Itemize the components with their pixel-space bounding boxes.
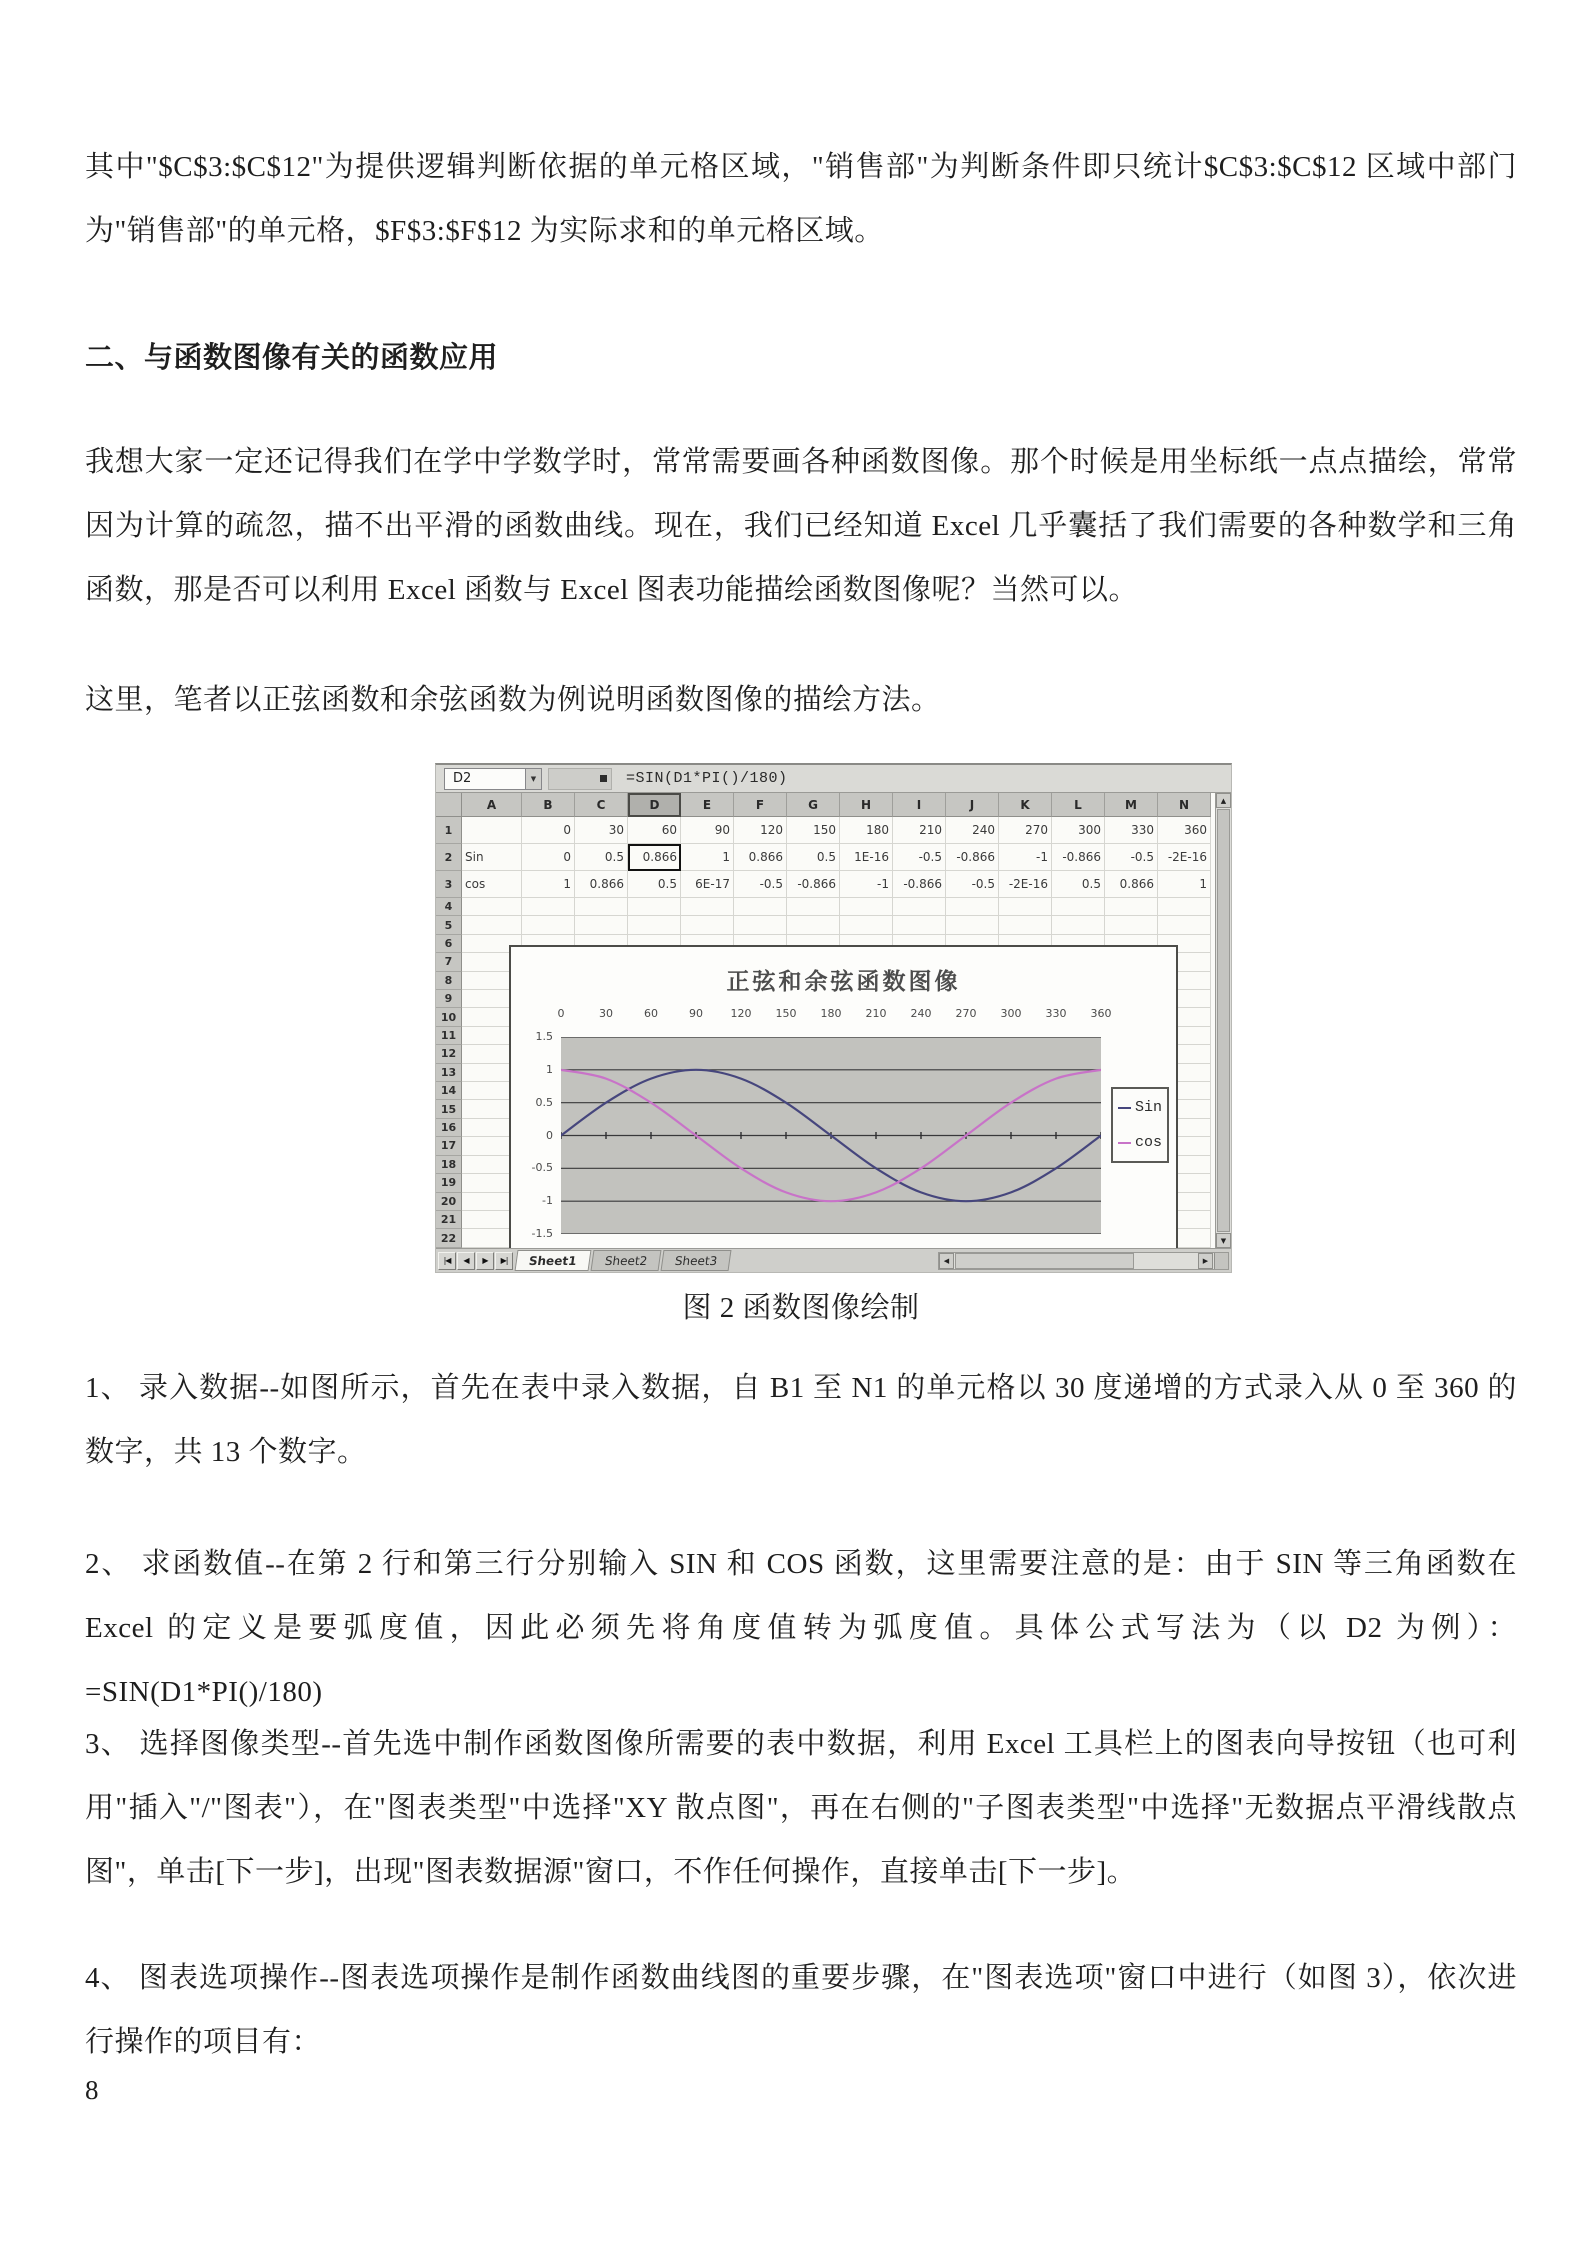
paragraph-intro: 其中"$C$3:$C$12"为提供逻辑判断依据的单元格区域，"销售部"为判断条件即只统计$C$3:$C$12 区域中部门为"销售部"的单元格，$F$3:$F$12 为实际求和的单元格区域。 (85, 151, 1517, 247)
vertical-scrollbar[interactable] (1215, 793, 1231, 1248)
sheet-tab-sheet1[interactable]: Sheet1 (515, 1250, 592, 1271)
chart-curves (561, 1037, 1101, 1234)
x-tick-label-120: 120 (730, 1007, 752, 1020)
cell-L2[interactable]: -0.866 (1052, 844, 1105, 871)
column-header-A[interactable]: A (462, 793, 522, 817)
sheet-row-1 (436, 817, 1215, 844)
cell-C5[interactable] (575, 916, 628, 934)
x-tick-label-30: 30 (599, 1007, 613, 1020)
y-tick-label--1: -1 (542, 1194, 553, 1208)
row-header-19[interactable]: 19 (436, 1174, 462, 1192)
row-header-9[interactable]: 9 (436, 990, 462, 1008)
row-header-8[interactable]: 8 (436, 972, 462, 990)
cell-I3[interactable]: -0.866 (893, 871, 946, 898)
cell-J3[interactable]: -0.5 (946, 871, 999, 898)
page-number: 8 (85, 2075, 99, 2105)
cell-K4[interactable] (999, 898, 1052, 916)
cell-G4[interactable] (787, 898, 840, 916)
cell-C2[interactable]: 0.5 (575, 844, 628, 871)
row-header-20[interactable]: 20 (436, 1193, 462, 1211)
chart-object[interactable] (509, 945, 1178, 1248)
column-header-D[interactable]: D (628, 793, 681, 817)
cell-M3[interactable]: 0.866 (1105, 871, 1158, 898)
cell-J2[interactable]: -0.866 (946, 844, 999, 871)
row-header-17[interactable]: 17 (436, 1137, 462, 1155)
cell-D4[interactable] (628, 898, 681, 916)
legend-line-icon (1118, 1142, 1131, 1144)
scroll-up-icon[interactable]: ▲ (1216, 793, 1231, 808)
column-header-C[interactable]: C (575, 793, 628, 817)
cell-N2[interactable]: -2E-16 (1158, 844, 1211, 871)
cell-B3[interactable]: 1 (522, 871, 575, 898)
select-all-corner[interactable] (436, 793, 462, 817)
y-tick-label-1: 1 (546, 1062, 553, 1076)
cell-I4[interactable] (893, 898, 946, 916)
cell-M1[interactable]: 330 (1105, 817, 1158, 844)
cell-J1[interactable]: 240 (946, 817, 999, 844)
x-tick-label-360: 360 (1090, 1007, 1112, 1020)
chart-legend (1111, 1087, 1169, 1163)
x-tick-label-270: 270 (955, 1007, 977, 1020)
paragraph-step2: 2、 求函数值--在第 2 行和第三行分别输入 SIN 和 COS 函数，这里需要注意的是：由于 SIN 等三角函数在 Excel 的定义是要弧度值，因此必须先将角度值转为弧度值。具体公式写法为（以 D2 为例）： =SIN(D1*PI()/180) (85, 1548, 1517, 1708)
row-header-16[interactable]: 16 (436, 1119, 462, 1137)
vertical-scroll-thumb[interactable] (1217, 809, 1230, 1232)
scroll-down-icon[interactable]: ▼ (1216, 1233, 1231, 1248)
tab-nav-first-icon[interactable]: |◀ (438, 1252, 456, 1270)
legend-line-icon (1118, 1107, 1131, 1109)
cell-J4[interactable] (946, 898, 999, 916)
cell-D3[interactable]: 0.5 (628, 871, 681, 898)
x-tick-label-0: 0 (557, 1007, 565, 1020)
paragraph-step4: 4、 图表选项操作--图表选项操作是制作函数曲线图的重要步骤，在"图表选项"窗口中进行（如图 3），依次进行操作的项目有： (85, 1962, 1517, 2058)
x-tick-label-90: 90 (689, 1007, 703, 1020)
x-tick-label-60: 60 (644, 1007, 658, 1020)
cell-D1[interactable]: 60 (628, 817, 681, 844)
cell-M4[interactable] (1105, 898, 1158, 916)
cell-N5[interactable] (1158, 916, 1211, 934)
row-header-11[interactable]: 11 (436, 1027, 462, 1045)
figure-caption: 图 2 函数图像绘制 (682, 1292, 920, 1324)
y-tick-label-1.5: 1.5 (535, 1030, 553, 1043)
sheet-tabs (514, 1250, 730, 1271)
cell-L4[interactable] (1052, 898, 1105, 916)
cell-N1[interactable]: 360 (1158, 817, 1211, 844)
name-box-dropdown-icon[interactable]: ▼ (525, 769, 541, 789)
sheet-tab-sheet3[interactable]: Sheet3 (660, 1250, 731, 1271)
legend-item-cos (1118, 1134, 1162, 1151)
sheet-tab-bar (436, 1248, 1231, 1272)
paragraph-body1: 我想大家一定还记得我们在学中学数学时，常常需要画各种函数图像。那个时候是用坐标纸一点点描绘，常常因为计算的疏忽，描不出平滑的函数曲线。现在，我们已经知道 Excel 几乎囊括了我们需要的各种数学和三角函数，那是否可以利用 Excel 函数与 Excel 图表功能描绘函数图像呢？当然可以。 (85, 446, 1517, 606)
column-header-F[interactable]: F (734, 793, 787, 817)
column-header-I[interactable]: I (893, 793, 946, 817)
column-header-K[interactable]: K (999, 793, 1052, 817)
cell-A3[interactable]: cos (462, 871, 522, 898)
cell-A1[interactable] (462, 817, 522, 844)
cell-H1[interactable]: 180 (840, 817, 893, 844)
chart-plot-area (561, 1037, 1101, 1234)
cell-B4[interactable] (522, 898, 575, 916)
cell-N4[interactable] (1158, 898, 1211, 916)
cell-E1[interactable]: 90 (681, 817, 734, 844)
row-header-2[interactable]: 2 (436, 844, 462, 871)
row-header-21[interactable]: 21 (436, 1211, 462, 1229)
section-heading: 二、与函数图像有关的函数应用 (85, 342, 499, 374)
formula-bar-separator (548, 768, 612, 790)
row-header-3[interactable]: 3 (436, 871, 462, 898)
x-tick-label-330: 330 (1045, 1007, 1067, 1020)
cell-F2[interactable]: 0.866 (734, 844, 787, 871)
x-tick-label-210: 210 (865, 1007, 887, 1020)
legend-label-cos: cos (1134, 1134, 1162, 1151)
cell-B1[interactable]: 0 (522, 817, 575, 844)
cell-H3[interactable]: -1 (840, 871, 893, 898)
cell-E4[interactable] (681, 898, 734, 916)
scroll-left-icon[interactable]: ◀ (939, 1253, 954, 1269)
cell-C4[interactable] (575, 898, 628, 916)
scroll-right-icon[interactable]: ▶ (1198, 1253, 1213, 1269)
column-header-J[interactable]: J (946, 793, 999, 817)
tab-nav-last-icon[interactable]: ▶| (495, 1252, 513, 1270)
formula-text: =SIN(D1*PI()/180) (626, 770, 788, 787)
cell-L3[interactable]: 0.5 (1052, 871, 1105, 898)
cell-D2[interactable]: 0.866 (628, 844, 681, 871)
cell-C3[interactable]: 0.866 (575, 871, 628, 898)
x-tick-label-150: 150 (775, 1007, 797, 1020)
chart-title: 正弦和余弦函数图像 (726, 969, 961, 994)
cell-A5[interactable] (462, 916, 522, 934)
cell-M5[interactable] (1105, 916, 1158, 934)
horizontal-scroll-thumb[interactable] (955, 1253, 1134, 1269)
cell-H4[interactable] (840, 898, 893, 916)
row-header-5[interactable]: 5 (436, 916, 462, 934)
cell-F1[interactable]: 120 (734, 817, 787, 844)
row-header-13[interactable]: 13 (436, 1064, 462, 1082)
cell-G1[interactable]: 150 (787, 817, 840, 844)
cell-E2[interactable]: 1 (681, 844, 734, 871)
y-tick-label-0.5: 0.5 (535, 1095, 553, 1109)
legend-label-Sin: Sin (1134, 1099, 1162, 1116)
cell-E5[interactable] (681, 916, 734, 934)
cell-J5[interactable] (946, 916, 999, 934)
cell-A2[interactable]: Sin (462, 844, 522, 871)
cell-F5[interactable] (734, 916, 787, 934)
row-header-4[interactable]: 4 (436, 898, 462, 916)
column-header-B[interactable]: B (522, 793, 575, 817)
cell-F3[interactable]: -0.5 (734, 871, 787, 898)
tab-nav-buttons (438, 1252, 514, 1270)
cell-K1[interactable]: 270 (999, 817, 1052, 844)
sheet-grid (436, 793, 1215, 1248)
cell-E3[interactable]: 6E-17 (681, 871, 734, 898)
cell-I1[interactable]: 210 (893, 817, 946, 844)
paragraph-step3: 3、 选择图像类型--首先选中制作函数图像所需要的表中数据，利用 Excel 工具栏上的图表向导按钮（也可利用"插入"/"图表"），在"图表类型"中选择"XY 散点图"，再在右侧的"子图表类型"中选择"无数据点平滑线散点图"，单击[下一步]，出现"图表数据源"窗口，不作任何操作，直接单击[下一步]。 (85, 1728, 1517, 1888)
cell-B5[interactable] (522, 916, 575, 934)
cell-K5[interactable] (999, 916, 1052, 934)
column-header-N[interactable]: N (1158, 793, 1211, 817)
scrollbar-corner (1214, 1253, 1228, 1269)
x-tick-label-300: 300 (1000, 1007, 1022, 1020)
cell-L5[interactable] (1052, 916, 1105, 934)
cell-B2[interactable]: 0 (522, 844, 575, 871)
row-header-18[interactable]: 18 (436, 1156, 462, 1174)
cell-F4[interactable] (734, 898, 787, 916)
column-header-M[interactable]: M (1105, 793, 1158, 817)
x-tick-label-240: 240 (910, 1007, 932, 1020)
row-header-15[interactable]: 15 (436, 1100, 462, 1118)
sheet-row-4 (436, 898, 1215, 916)
cell-H2[interactable]: 1E-16 (840, 844, 893, 871)
cell-I2[interactable]: -0.5 (893, 844, 946, 871)
excel-screenshot (435, 763, 1232, 1273)
name-box-value: D2 (453, 771, 472, 786)
row-header-1[interactable]: 1 (436, 817, 462, 844)
cell-I5[interactable] (893, 916, 946, 934)
cell-N3[interactable]: 1 (1158, 871, 1211, 898)
cell-G3[interactable]: -0.866 (787, 871, 840, 898)
row-header-12[interactable]: 12 (436, 1045, 462, 1063)
sheet-row-2 (436, 844, 1215, 871)
column-header-G[interactable]: G (787, 793, 840, 817)
column-header-row (436, 793, 1215, 817)
cell-K2[interactable]: -1 (999, 844, 1052, 871)
sheet-tab-sheet2[interactable]: Sheet2 (590, 1250, 661, 1271)
cell-G5[interactable] (787, 916, 840, 934)
tab-nav-next-icon[interactable]: ▶ (476, 1252, 494, 1270)
horizontal-scrollbar[interactable] (938, 1252, 1229, 1270)
y-tick-label--0.5: -0.5 (531, 1161, 553, 1175)
y-tick-label-0: 0 (546, 1128, 553, 1142)
cell-K3[interactable]: -2E-16 (999, 871, 1052, 898)
row-header-22[interactable]: 22 (436, 1229, 462, 1247)
legend-item-Sin (1118, 1099, 1162, 1116)
formula-bar (436, 765, 1231, 793)
cell-H5[interactable] (840, 916, 893, 934)
name-box[interactable] (444, 768, 542, 790)
paragraph-body2: 这里，笔者以正弦函数和余弦函数为例说明函数图像的描绘方法。 (85, 684, 941, 716)
cell-D5[interactable] (628, 916, 681, 934)
cell-G2[interactable]: 0.5 (787, 844, 840, 871)
row-header-14[interactable]: 14 (436, 1082, 462, 1100)
row-header-10[interactable]: 10 (436, 1008, 462, 1026)
column-header-E[interactable]: E (681, 793, 734, 817)
sheet-row-5 (436, 916, 1215, 934)
cell-L1[interactable]: 300 (1052, 817, 1105, 844)
sheet-row-3 (436, 871, 1215, 898)
cell-C1[interactable]: 30 (575, 817, 628, 844)
cell-A4[interactable] (462, 898, 522, 916)
column-header-L[interactable]: L (1052, 793, 1105, 817)
cell-M2[interactable]: -0.5 (1105, 844, 1158, 871)
row-header-7[interactable]: 7 (436, 953, 462, 971)
x-tick-label-180: 180 (820, 1007, 842, 1020)
column-header-H[interactable]: H (840, 793, 893, 817)
y-tick-label--1.5: -1.5 (531, 1227, 553, 1240)
paragraph-step1: 1、 录入数据--如图所示，首先在表中录入数据，自 B1 至 N1 的单元格以 30 度递增的方式录入从 0 至 360 的数字，共 13 个数字。 (85, 1372, 1517, 1468)
row-header-6[interactable]: 6 (436, 935, 462, 953)
tab-nav-prev-icon[interactable]: ◀ (457, 1252, 475, 1270)
